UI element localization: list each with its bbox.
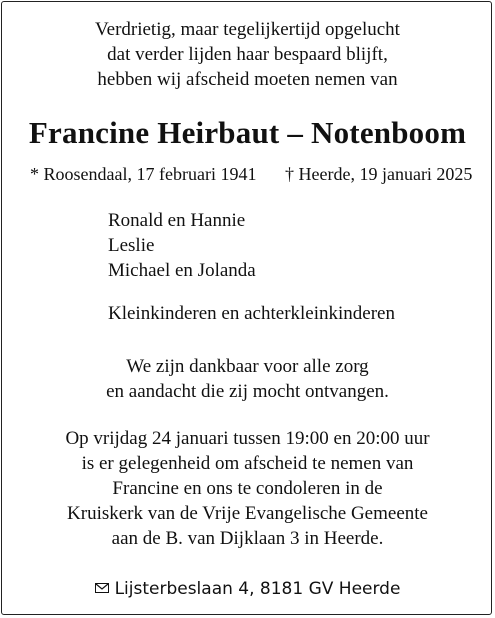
address-text: Lijsterbeslaan 4, 8181 GV Heerde <box>114 579 401 599</box>
birth-info: * Roosendaal, 17 februari 1941 <box>30 164 257 184</box>
condolence-line-5: aan de B. van Dijklaan 3 in Heerde. <box>111 528 384 549</box>
condolence-line-4: Kruiskerk van de Vrije Evangelische Gemeente <box>67 503 428 524</box>
death-info: † Heerde, 19 januari 2025 <box>285 164 473 184</box>
grandchildren-line: Kleinkinderen en achterkleinkinderen <box>108 303 395 324</box>
intro-line-1: Verdrietig, maar tegelijkertijd opgelucht <box>95 19 400 40</box>
condolence-line-1: Op vrijdag 24 januari tussen 19:00 en 20:00 uur <box>65 428 430 449</box>
family-line-1: Ronald en Hannie <box>108 210 246 231</box>
envelope-icon <box>95 583 109 593</box>
thanks-line-1: We zijn dankbaar voor alle zorg <box>126 356 369 377</box>
condolence-line-3: Francine en ons te condoleren in de <box>112 478 383 499</box>
address-line <box>0 578 495 600</box>
family-line-3: Michael en Jolanda <box>108 260 256 281</box>
intro-line-2: dat verder lijden haar bespaard blijft, <box>107 44 388 65</box>
condolence-line-2: is er gelegenheid om afscheid te nemen van <box>81 453 414 474</box>
thanks-line-2: en aandacht die zij mocht ontvangen. <box>106 381 389 402</box>
intro-line-3: hebben wij afscheid moeten nemen van <box>97 69 398 90</box>
family-line-2: Leslie <box>108 235 155 256</box>
deceased-name: Francine Heirbaut – Notenboom <box>28 115 467 150</box>
